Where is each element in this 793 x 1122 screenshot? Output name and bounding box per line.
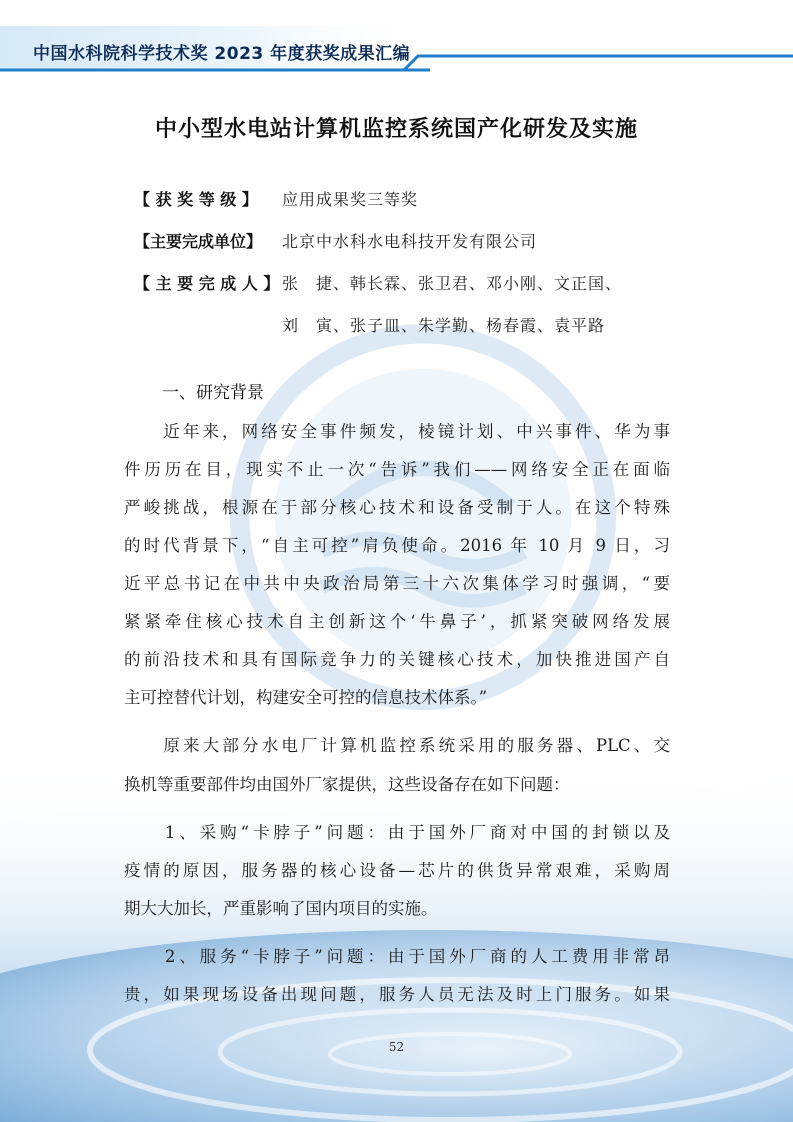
body-line: 紧紧牵住核心技术自主创新这个‘牛鼻子’，抓紧突破网络发展	[124, 612, 670, 631]
body-line: 严峻挑战，根源在于部分核心技术和设备受制于人。在这个特殊	[124, 498, 670, 517]
completion-unit-value: 北京中水科水电科技开发有限公司	[282, 232, 538, 251]
completion-people-label: 【 主 要 完 成 人 】	[134, 274, 280, 293]
award-level-value: 应用成果奖三等奖	[282, 190, 419, 209]
body-line: 疫情的原因，服务器的核心设备—芯片的供货异常艰难，采购周	[124, 861, 670, 880]
award-level-label: 【 获 奖 等 级 】	[134, 190, 258, 209]
award-level-row	[134, 190, 418, 210]
completion-people-row	[134, 274, 622, 294]
body-line: 的时代背景下，“自主可控”肩负使命。2016 年 10 月 9 日，习	[124, 536, 670, 555]
article-title: 中小型水电站计算机监控系统国产化研发及实施	[154, 117, 638, 142]
body-line: 期大大加长，严重影响了国内项目的实施。	[124, 899, 438, 918]
completion-people-row-2	[134, 316, 605, 336]
body-line: 贵，如果现场设备出现问题，服务人员无法及时上门服务。如果	[124, 985, 670, 1004]
body-line: 件历历在目，现实不止一次“告诉”我们——网络安全正在面临	[124, 460, 670, 479]
header-title: 中国水科院科学技术奖 2023 年度获奖成果汇编	[33, 44, 411, 64]
page-number: 52	[388, 1040, 405, 1054]
body-line: 近年来，网络安全事件频发，棱镜计划、中兴事件、华为事	[124, 422, 670, 441]
completion-unit-row	[134, 232, 537, 252]
body-line: 近平总书记在中共中央政治局第三十六次集体学习时强调，“要	[124, 574, 670, 593]
section-heading: 一、研究背景	[162, 383, 264, 403]
body-line: 换机等重要部件均由国外厂家提供，这些设备存在如下问题：	[124, 775, 570, 794]
body-line: 的前沿技术和具有国际竞争力的关键核心技术，加快推进国产自	[124, 650, 670, 669]
body-line: 原来大部分水电厂计算机监控系统采用的服务器、PLC、交	[124, 736, 670, 755]
completion-people-value-line1: 张 捷、韩长霖、张卫君、邓小刚、文正国、	[282, 274, 623, 293]
body-line: 2、服务“卡脖子”问题：由于国外厂商的人工费用非常昂	[124, 947, 670, 966]
body-line: 1、采购“卡脖子”问题：由于国外厂商对中国的封锁以及	[124, 823, 670, 842]
completion-people-value-line2: 刘 寅、张子皿、朱学勤、杨春霞、袁平路	[282, 316, 606, 335]
completion-unit-label: 【主要完成单位】	[134, 232, 263, 251]
body-line: 主可控替代计划，构建安全可控的信息技术体系。”	[124, 688, 488, 707]
